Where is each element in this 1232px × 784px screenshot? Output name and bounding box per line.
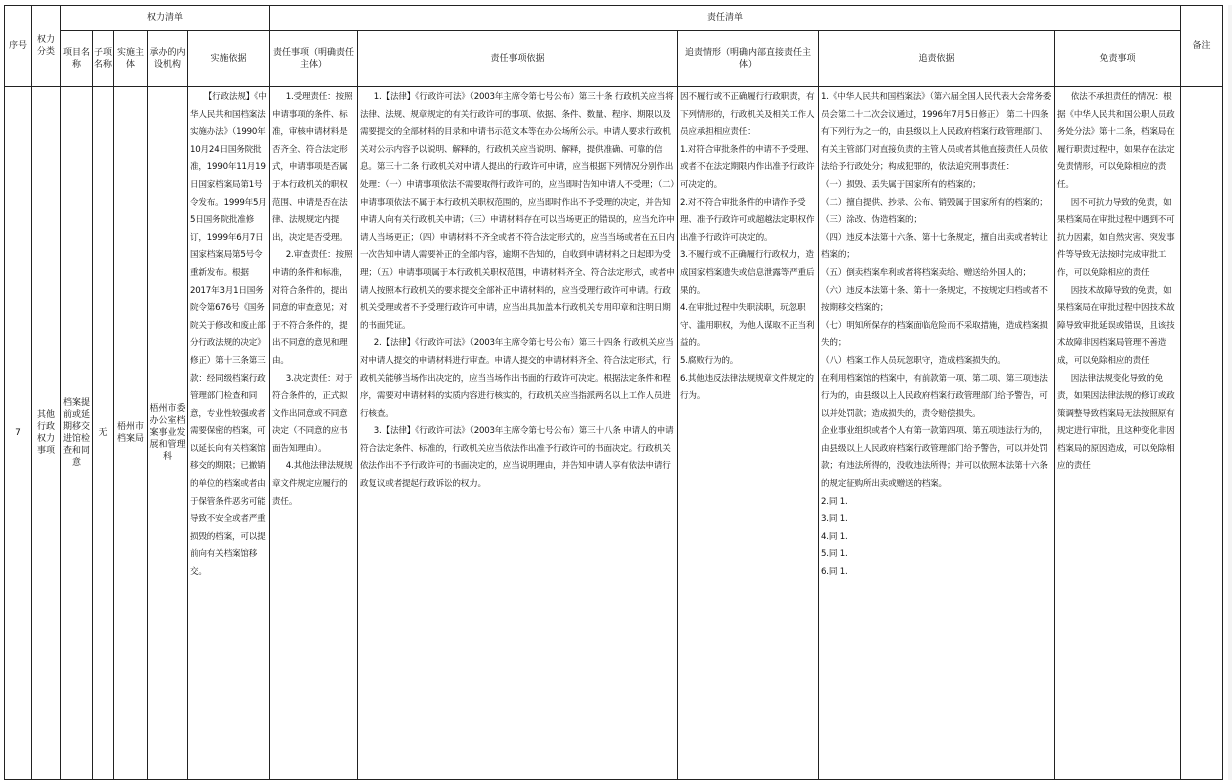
acc-basis-item: 在利用档案馆的档案中，有前款第一项、第二项、第三项违法行为的，由县级以上人民政府档案行政管理部门给予警告，可以并处罚款；造成损失的，责令赔偿损失。 bbox=[821, 373, 1048, 419]
accountability-item: 4.在审批过程中失职渎职，玩忽职守、滥用职权，为他人谋取不正当利益的。 bbox=[680, 303, 815, 349]
accountability-item: 1.对符合审批条件的申请不予受理、或者不在法定期限内作出准予行政许可决定的。 bbox=[680, 144, 815, 190]
col-acc-basis: 追责依据 bbox=[819, 31, 1055, 87]
cell-category: 其他行政权力事项 bbox=[32, 87, 61, 780]
header-seq: 序号 bbox=[5, 6, 32, 87]
cell-acc-basis bbox=[819, 87, 1055, 780]
cell-resp-basis bbox=[358, 87, 678, 780]
cell-exemption bbox=[1055, 87, 1181, 780]
acc-basis-item: （八）档案工作人员玩忽职守，造成档案损失的。 bbox=[821, 355, 1006, 366]
accountability-item: 因不履行或不正确履行行政职责，有下列情形的，行政机关及相关工作人员应承担相应责任： bbox=[680, 92, 815, 138]
acc-basis-item: （三）涂改、伪造档案的； bbox=[821, 215, 922, 226]
exemption-item: 依法不承担责任的情况：根据《中华人民共和国公职人员政务处分法》第十二条，档案局在履行职责过程中，如果存在法定免责情形，可以免除相应的责任。 bbox=[1057, 92, 1175, 190]
col-resp-items: 责任事项（明确责任主体） bbox=[270, 31, 358, 87]
col-subject: 实施主体 bbox=[114, 31, 148, 87]
power-responsibility-table bbox=[4, 5, 1223, 780]
acc-basis-item: 2.同 1. bbox=[821, 496, 848, 507]
resp-item: 1.受理责任：按照申请事项的条件、标准，审核申请材料是否齐全、符合法定形式，申请事项是否属于本行政机关的职权范围、申请是否在法律、法规规定内提出，决定是否受理。 bbox=[272, 92, 353, 243]
cell-item-name: 档案提前或延期移交进馆检查和同意 bbox=[61, 87, 93, 780]
sheet-edge bbox=[1228, 5, 1232, 780]
acc-basis-item: （六）违反本法第十条、第十一条规定，不按规定归档或者不按期移交档案的； bbox=[821, 285, 1048, 314]
col-item-name: 项目名称 bbox=[61, 31, 93, 87]
col-exemption: 免责事项 bbox=[1055, 31, 1181, 87]
resp-basis-item: 2.【法律】《行政许可法》（2003年主席令第七号公布）第三十四条 行政机关应当对申请人提交的申请材料进行审查。申请人提交的申请材料齐全、符合法定形式，行政机关能够当场作出决定的，应当当场作出书面的行政许可决定。根据法定条件和程序，需要对申请材料的实质内容进行核实的，行政机关应当指派两名以上工作人员进行核查。 bbox=[360, 338, 674, 419]
accountability-item: 3.不履行或不正确履行行政权力，造成国家档案遗失或信息泄露等严重后果的。 bbox=[680, 250, 815, 296]
table-row bbox=[5, 87, 1223, 780]
accountability-item: 5.腐败行为的。 bbox=[680, 355, 739, 366]
acc-basis-item: （四）违反本法第十六条、第十七条规定，擅自出卖或者转让档案的； bbox=[821, 232, 1048, 261]
acc-basis-item: 1.《中华人民共和国档案法》（第六届全国人民代表大会常务委员会第二十二次会议通过，1996年7月5日修正） 第二十四条 有下列行为之一的，由县级以上人民政府档案行政管理部门、有关主管部门对直接负责的主管人员或者其他直接责任人员依法给予行政处分；构成犯罪的，依法追究刑事责任： bbox=[821, 92, 1052, 173]
resp-basis-item: 1.【法律】《行政许可法》（2003年主席令第七号公布）第三十条 行政机关应当将法律、法规、规章规定的有关行政许可的事项、依据、条件、数量、程序、期限以及需要提交的全部材料的目录和申请书示范文本等在办公场所公示。申请人要求行政机关对公示内容予以说明、解释的，行政机关应当说明、解释，提供准确、可靠的信息。第三十二条 行政机关对申请人提出的行政许可申请，应当根据下列情况分别作出处理：（一）申请事项依法不需要取得行政许可的，应当即时告知申请人不受理；（二）申请事项依法不属于本行政机关职权范围的，应当即时作出不予受理的决定，并告知申请人向有关行政机关申请；（三）申请材料存在可以当场更正的错误的，应当允许申请人当场更正；（四）申请材料不齐全或者不符合法定形式的，应当当场或者在五日内一次告知申请人需要补正的全部内容，逾期不告知的，自收到申请材料之日起即为受理；（五）申请事项属于本行政机关职权范围，申请材料齐全、符合法定形式，或者申请人按照本行政机关的要求提交全部补正申请材料的，应当受理行政许可申请。行政机关受理或者不予受理行政许可申请，应当出具加盖本行政机关专用印章和注明日期的书面凭证。 bbox=[360, 92, 675, 331]
acc-basis-item: （一）损毁、丢失属于国家所有的档案的； bbox=[821, 179, 981, 190]
col-basis: 实施依据 bbox=[188, 31, 270, 87]
header-responsibility-list: 责任清单 bbox=[270, 6, 1181, 31]
cell-accountability bbox=[678, 87, 819, 780]
accountability-item: 6.其他违反法律法规规章文件规定的行为。 bbox=[680, 373, 814, 402]
acc-basis-item: 3.同 1. bbox=[821, 514, 848, 525]
exemption-item: 因法律法规变化导致的免责，如果因法律法规的修订或政策调整导致档案局无法按照原有规定进行审批，且这种变化非因档案局的原因造成，可以免除相应的责任 bbox=[1057, 373, 1175, 472]
header-remark: 备注 bbox=[1181, 6, 1223, 87]
col-sub-name: 子项名称 bbox=[93, 31, 114, 87]
exemption-item: 因不可抗力导致的免责，如果档案局在审批过程中遇到不可抗力因素，如自然灾害、突发事件等导致无法按时完成审批工作，可以免除相应的责任 bbox=[1057, 197, 1175, 278]
acc-basis-item: 企业事业组织或者个人有第一款第四项、第五项违法行为的，由县级以上人民政府档案行政管理部门给予警告，可以并处罚款；有违法所得的，没收违法所得；并可以依照本法第十六条的规定征购所出卖或赠送的档案。 bbox=[821, 426, 1048, 490]
header-power-list: 权力清单 bbox=[61, 6, 270, 31]
cell-org: 梧州市委办公室档案事业发展和管理科 bbox=[148, 87, 188, 780]
cell-remark bbox=[1181, 87, 1223, 780]
acc-basis-item: 4.同 1. bbox=[821, 531, 848, 542]
cell-seq: 7 bbox=[5, 87, 32, 780]
col-org: 承办的内设机构 bbox=[148, 31, 188, 87]
acc-basis-item: （七）明知所保存的档案面临危险而不采取措施，造成档案损失的； bbox=[821, 320, 1048, 349]
accountability-item: 2.对不符合审批条件的申请作予受理、准予行政许可或超越法定职权作出准予行政许可决定的。 bbox=[680, 197, 815, 243]
cell-subject: 梧州市档案局 bbox=[114, 87, 148, 780]
acc-basis-item: 5.同 1. bbox=[821, 549, 848, 560]
cell-sub-name: 无 bbox=[93, 87, 114, 780]
acc-basis-item: （二）擅自提供、抄录、公布、销毁属于国家所有的档案的； bbox=[821, 197, 1048, 208]
resp-item: 4.其他法律法规规章文件规定应履行的责任。 bbox=[272, 461, 353, 507]
resp-item: 3.决定责任：对于符合条件的，正式拟文作出同意或不同意决定（不同意的应书面告知理由）。 bbox=[272, 373, 353, 454]
resp-item: 2.审查责任：按照申请的条件和标准，对符合条件的，提出同意的审查意见；对于不符合条件的，提出不同意的意见和理由。 bbox=[272, 250, 353, 366]
exemption-item: 因技术故障导致的免责，如果档案局在审批过程中因技术故障导致审批延误或错误，且该技术故障非因档案局管理不善造成，可以免除相应的责任 bbox=[1057, 285, 1175, 366]
acc-basis-item: 6.同 1. bbox=[821, 567, 848, 578]
resp-basis-item: 3.【法律】《行政许可法》（2003年主席令第七号公布）第三十八条 申请人的申请符合法定条件、标准的，行政机关应当依法作出准予行政许可的书面决定。行政机关依法作出不予行政许可的书面决定的，应当说明理由，并告知申请人享有依法申请行政复议或者提起行政诉讼的权力。 bbox=[360, 426, 674, 490]
cell-basis: 【行政法规】《中华人民共和国档案法实施办法》（1990年10月24日国务院批准，1990年11月19日国家档案局第1号令发布。1999年5月5日国务院批准修订，1999年6月7日国家档案局第5号令重新发布。根据2017年3月1日国务院令第676号《国务院关于修改和废止部分行政法规的决定》修正）第十三条第三款：经同级档案行政管理部门检查和同意，专业性较强或者需要保密的档案，可以延长向有关档案馆移交的期限；已撤销的单位的档案或者由于保管条件恶劣可能导致不安全或者严重损毁的档案，可以提前向有关档案馆移交。 bbox=[188, 87, 270, 780]
cell-resp-items bbox=[270, 87, 358, 780]
col-accountability: 追责情形（明确内部直接责任主体） bbox=[678, 31, 819, 87]
col-resp-basis: 责任事项依据 bbox=[358, 31, 678, 87]
acc-basis-item: （五）倒卖档案牟利或者将档案卖给、赠送给外国人的； bbox=[821, 267, 1031, 278]
header-category: 权力分类 bbox=[32, 6, 61, 87]
